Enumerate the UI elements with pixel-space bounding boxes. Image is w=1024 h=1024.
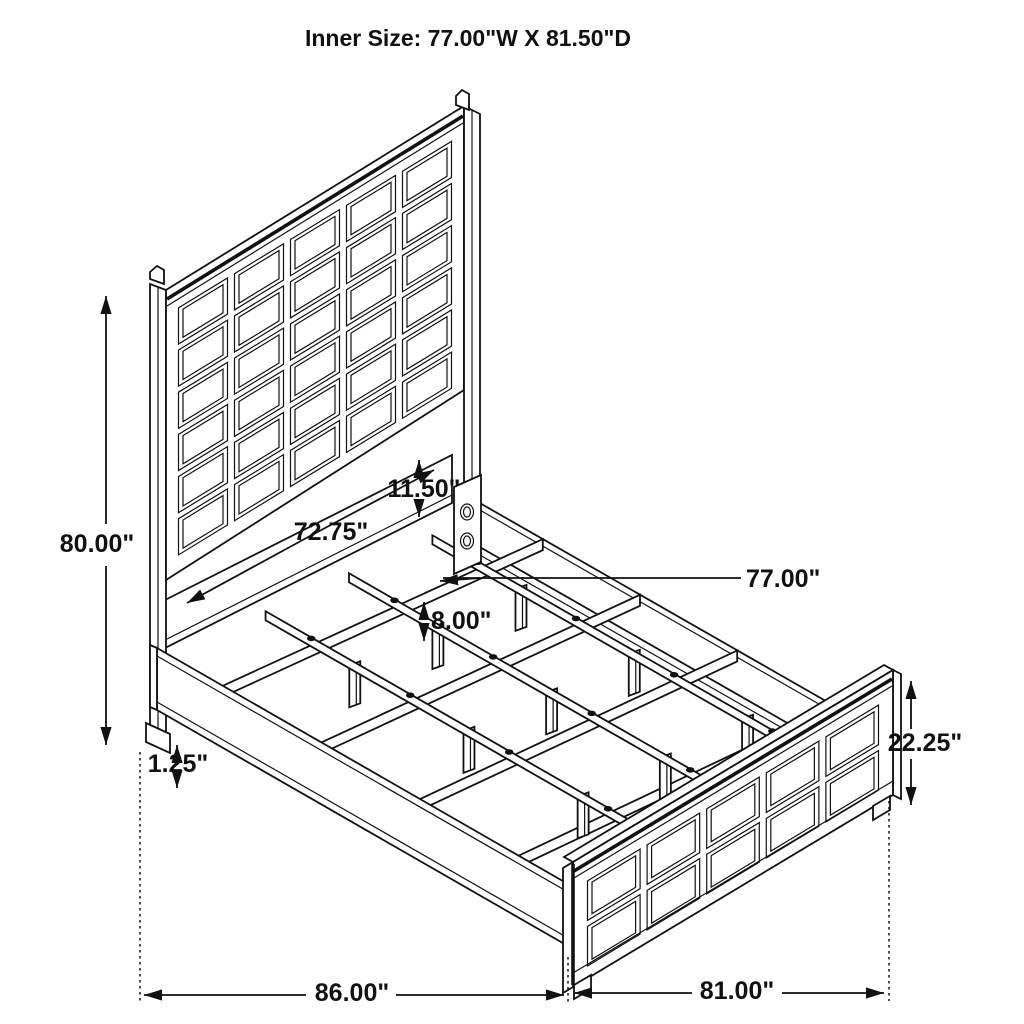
screw-hole bbox=[390, 598, 398, 604]
headboard-right-tab bbox=[456, 90, 469, 110]
dim-overall-length: 86.00" bbox=[314, 979, 390, 1007]
screw-hole bbox=[587, 711, 595, 717]
dim-slat-rail-length: 72.75" bbox=[293, 518, 369, 546]
screw-hole bbox=[604, 806, 612, 812]
dim-rail-lip: 1.25" bbox=[147, 750, 209, 778]
screw-hole bbox=[406, 692, 414, 698]
dim-footboard-height: 22.25" bbox=[887, 729, 963, 757]
screw-hole bbox=[686, 767, 694, 773]
diagram-title: Inner Size: 77.00"W X 81.50"D bbox=[304, 25, 632, 51]
dim-support-leg-height: 8.00" bbox=[431, 607, 492, 635]
screw-hole bbox=[489, 654, 497, 660]
screw-hole bbox=[670, 672, 678, 678]
dim-inner-width: 77.00" bbox=[746, 565, 821, 593]
headboard-left-tab bbox=[150, 266, 164, 284]
dim-overall-width: 81.00" bbox=[699, 977, 775, 1005]
dim-headboard-height: 80.00" bbox=[59, 530, 135, 558]
dim-head-rail-height: 11.50" bbox=[387, 475, 461, 503]
screw-hole bbox=[572, 616, 580, 622]
screw-hole bbox=[505, 749, 513, 755]
screw-hole bbox=[307, 636, 315, 642]
